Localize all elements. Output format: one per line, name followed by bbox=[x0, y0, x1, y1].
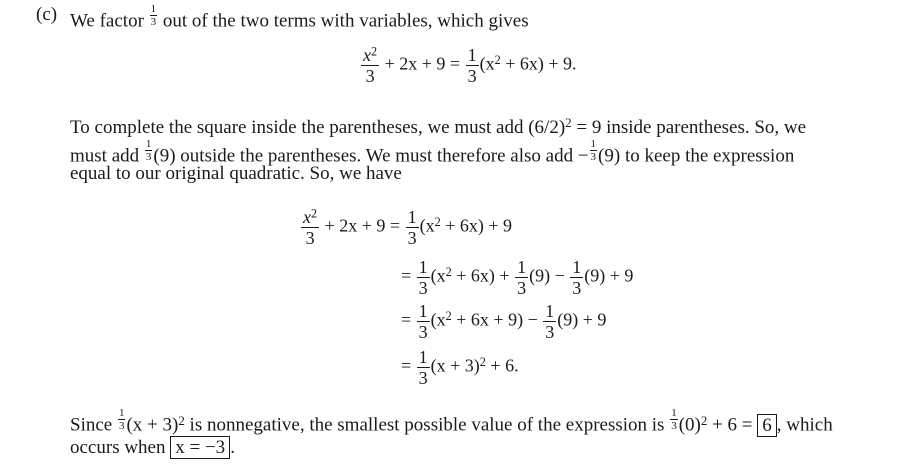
fraction-one-third: $\frac{1}{3}$ bbox=[118, 407, 125, 432]
fraction-one-third: $\frac{1}{3}$ bbox=[517, 257, 527, 298]
fraction-one-third: $\frac{1}{3}$ bbox=[418, 301, 428, 342]
fraction-one-third: $\frac{1}{3}$ bbox=[671, 407, 677, 432]
para2-line3: equal to our original quadratic. So, we have bbox=[70, 163, 402, 184]
part-label: (c) bbox=[36, 4, 58, 25]
conclusion-line2: occurs when x = −3 . bbox=[70, 437, 235, 458]
fraction-one-third: $\frac{1}{3}$ bbox=[418, 257, 428, 298]
display-equation-1: $\frac{x^2}{3}$ + 2x + 9 = $\frac{1}{3}$ $(x^2 + 6x) + 9$. bbox=[363, 44, 577, 86]
align-row-2: = $\frac{1}{3}$ $(x^2 + 6x)$ + $\frac{1}{3}$ (9) − $\frac{1}{3}$ (9) + 9 bbox=[401, 257, 634, 298]
eq1-rhs: (x bbox=[479, 53, 495, 74]
para2-line1: To complete the square inside the parentheses, we must add $(6/2)^2 = 9$ inside parentheses. So, we bbox=[70, 115, 807, 138]
fraction-one-third: $\frac{1}{3}$ bbox=[545, 301, 555, 342]
align-row-3: = $\frac{1}{3}$ $(x^2 + 6x + 9)$ − $\frac{1}{3}$ (9) + 9 bbox=[401, 301, 607, 342]
fraction-one-third: $\frac{1}{3}$ bbox=[407, 207, 417, 248]
fraction-one-third: $\frac{1}{3}$ bbox=[418, 347, 428, 388]
fraction-one-third: $\frac{1}{3}$ bbox=[145, 138, 152, 163]
fraction-one-third: $\frac{1}{3}$ bbox=[467, 45, 477, 86]
conclusion-line1: Since $\frac{1}{3}$ $(x + 3)^2$ is nonnegative, the smallest possible value of the expression is $\frac{1}{3}$ $(0)^2 + 6 = 6$ , which bbox=[70, 407, 833, 436]
fraction-x2-over-3: $\frac{x^2}{3}$ bbox=[303, 206, 318, 248]
fraction-one-third: $\frac{1}{3}$ bbox=[572, 257, 582, 298]
fraction-x2-over-3: $\frac{x^2}{3}$ bbox=[363, 44, 378, 86]
align-row-4: = $\frac{1}{3}$ $(x + 3)^2 + 6$. bbox=[401, 347, 519, 388]
fraction-one-third: $\frac{1}{3}$ bbox=[590, 138, 597, 163]
eq1-rhs-tail: + 6x) + 9. bbox=[505, 53, 577, 74]
fraction-one-third: $\frac{1}{3}$ bbox=[150, 3, 157, 28]
intro-line bbox=[70, 4, 529, 34]
para2-line2: must add $\frac{1}{3}$ (9) outside the parentheses. We must therefore also add − $\frac{1}{3}$ (9) to keep the expression bbox=[70, 138, 795, 167]
eq1-lhs-rest: + 2x + 9 = bbox=[384, 53, 461, 74]
intro-pre: We factor bbox=[70, 10, 144, 32]
intro-post: out of the two terms with variables, which gives bbox=[162, 10, 529, 32]
align-row-1: $\frac{x^2}{3}$ + 2x + 9 = $\frac{1}{3}$ $(x^2 + 6x) + 9$ bbox=[303, 206, 513, 248]
answer-box-value: 6 bbox=[757, 414, 777, 437]
answer-box-x: x = −3 bbox=[170, 436, 230, 459]
